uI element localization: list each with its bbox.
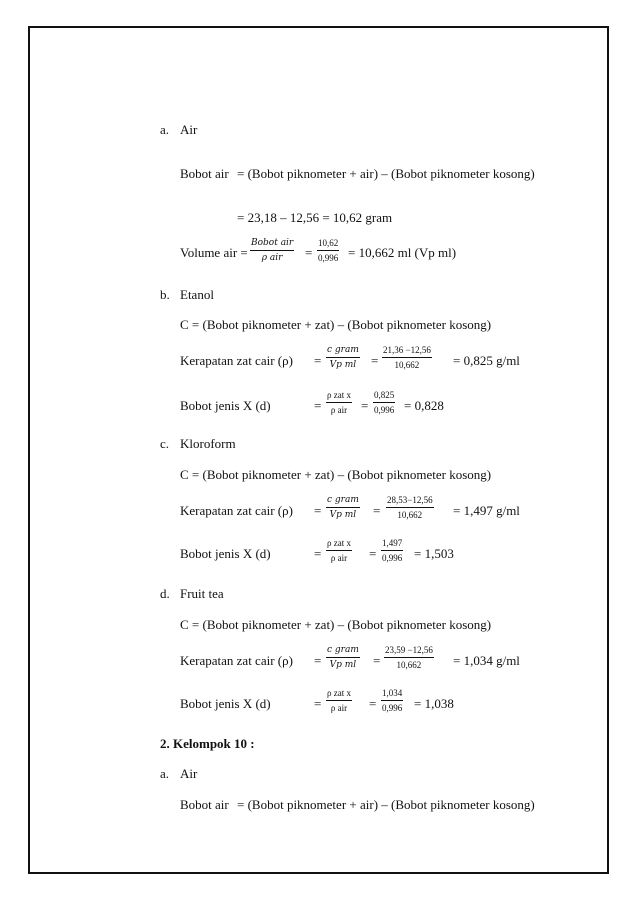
equals-sign: = — [314, 653, 322, 668]
bobot-jenis-label-fruit-tea: Bobot jenis X (d) — [180, 696, 271, 711]
bobot-air-label: Bobot air — [180, 166, 229, 181]
fraction-denominator: ρ air — [261, 253, 283, 263]
equals-sign: = — [314, 696, 322, 711]
list-marker-c: c. — [160, 436, 170, 451]
equals-sign: = — [305, 245, 313, 260]
equals-sign: = — [369, 696, 377, 711]
fraction-numerator: c gram — [326, 645, 360, 658]
kerapatan-result-etanol: = 0,825 g/ml — [453, 353, 520, 368]
fraction-numerator: 23,59 −12,56 — [384, 645, 434, 658]
kerapatan-fraction-numeric — [384, 645, 434, 671]
fraction-denominator: ρ air — [330, 703, 348, 713]
equals-sign: = — [373, 653, 381, 668]
equals-sign: = — [369, 546, 377, 561]
kerapatan-fraction-symbolic — [326, 495, 360, 521]
list-marker-a: a. — [160, 122, 170, 137]
c-formula-etanol: C = (Bobot piknometer + zat) – (Bobot piknometer kosong) — [180, 317, 492, 332]
section-heading-kelompok-10: 2. Kelompok 10 : — [160, 736, 255, 751]
fraction-numerator: 21,36 −12,56 — [382, 345, 432, 358]
kerapatan-fraction-symbolic — [326, 345, 360, 371]
volume-fraction-numeric — [317, 238, 339, 264]
fraction-denominator: Vp ml — [329, 510, 357, 520]
kerapatan-result-kloroform: = 1,497 g/ml — [453, 503, 520, 518]
kerapatan-label-fruit-tea: Kerapatan zat cair (ρ) — [180, 653, 293, 668]
fraction-numerator: 1,497 — [381, 538, 403, 551]
fraction-denominator: 0,996 — [374, 405, 395, 415]
kerapatan-fraction-symbolic — [326, 645, 360, 671]
section-title-air: Air — [180, 122, 198, 137]
fraction-denominator: 10,662 — [396, 660, 422, 670]
bobot-jenis-fraction-symbolic — [326, 390, 352, 416]
equals-sign: = — [371, 353, 379, 368]
fraction-denominator: 0,996 — [382, 703, 403, 713]
fraction-numerator: c gram — [326, 345, 360, 358]
fraction-numerator: 28,53−12,56 — [386, 495, 434, 508]
volume-result: = 10,662 ml (Vp ml) — [348, 245, 457, 260]
bobot-air-formula-k10: = (Bobot piknometer + air) – (Bobot piknometer kosong) — [237, 797, 535, 812]
volume-air-label: Volume air = — [180, 245, 248, 260]
page-border — [28, 26, 609, 874]
list-marker-b: b. — [160, 287, 170, 302]
c-formula-kloroform: C = (Bobot piknometer + zat) – (Bobot piknometer kosong) — [180, 467, 492, 482]
kerapatan-fraction-numeric — [382, 345, 432, 371]
bobot-jenis-label-etanol: Bobot jenis X (d) — [180, 398, 271, 413]
fraction-numerator: Bobot air — [250, 238, 294, 251]
fraction-denominator: Vp ml — [329, 660, 357, 670]
bobot-air-formula: = (Bobot piknometer + air) – (Bobot piknometer kosong) — [237, 166, 535, 181]
equals-sign: = — [314, 398, 322, 413]
fraction-numerator: 1,034 — [381, 688, 403, 701]
fraction-numerator: 0,825 — [373, 390, 395, 403]
bobot-jenis-fraction-numeric — [373, 390, 395, 416]
equals-sign: = — [361, 398, 369, 413]
bobot-jenis-fraction-symbolic — [326, 538, 352, 564]
list-marker-d: d. — [160, 586, 170, 601]
kerapatan-result-fruit-tea: = 1,034 g/ml — [453, 653, 520, 668]
equals-sign: = — [314, 503, 322, 518]
fraction-numerator: c gram — [326, 495, 360, 508]
bobot-jenis-result-kloroform: = 1,503 — [414, 546, 454, 561]
bobot-jenis-result-fruit-tea: = 1,038 — [414, 696, 454, 711]
bobot-jenis-result-etanol: = 0,828 — [404, 398, 444, 413]
equals-sign: = — [314, 546, 322, 561]
bobot-jenis-fraction-symbolic — [326, 688, 352, 714]
kerapatan-fraction-numeric — [386, 495, 434, 521]
equals-sign: = — [373, 503, 381, 518]
bobot-jenis-fraction-numeric — [381, 538, 403, 564]
bobot-jenis-label-kloroform: Bobot jenis X (d) — [180, 546, 271, 561]
fraction-numerator: ρ zat x — [326, 688, 352, 701]
bobot-jenis-fraction-numeric — [381, 688, 403, 714]
section-title-air-k10: Air — [180, 766, 198, 781]
section-title-fruit-tea: Fruit tea — [180, 586, 224, 601]
fraction-denominator: Vp ml — [329, 360, 357, 370]
fraction-denominator: 10,662 — [397, 510, 423, 520]
fraction-denominator: ρ air — [330, 405, 348, 415]
kerapatan-label-kloroform: Kerapatan zat cair (ρ) — [180, 503, 293, 518]
fraction-denominator: ρ air — [330, 553, 348, 563]
fraction-denominator: 0,996 — [318, 253, 339, 263]
c-formula-fruit-tea: C = (Bobot piknometer + zat) – (Bobot piknometer kosong) — [180, 617, 492, 632]
fraction-denominator: 10,662 — [394, 360, 420, 370]
bobot-air-label-k10: Bobot air — [180, 797, 229, 812]
section-title-kloroform: Kloroform — [180, 436, 236, 451]
fraction-numerator: 10,62 — [317, 238, 339, 251]
kerapatan-label-etanol: Kerapatan zat cair (ρ) — [180, 353, 293, 368]
fraction-numerator: ρ zat x — [326, 538, 352, 551]
bobot-air-calculation: = 23,18 – 12,56 = 10,62 gram — [237, 210, 393, 225]
fraction-numerator: ρ zat x — [326, 390, 352, 403]
list-marker-a-k10: a. — [160, 766, 170, 781]
section-title-etanol: Etanol — [180, 287, 214, 302]
equals-sign: = — [314, 353, 322, 368]
volume-fraction-symbolic — [250, 238, 294, 264]
fraction-denominator: 0,996 — [382, 553, 403, 563]
